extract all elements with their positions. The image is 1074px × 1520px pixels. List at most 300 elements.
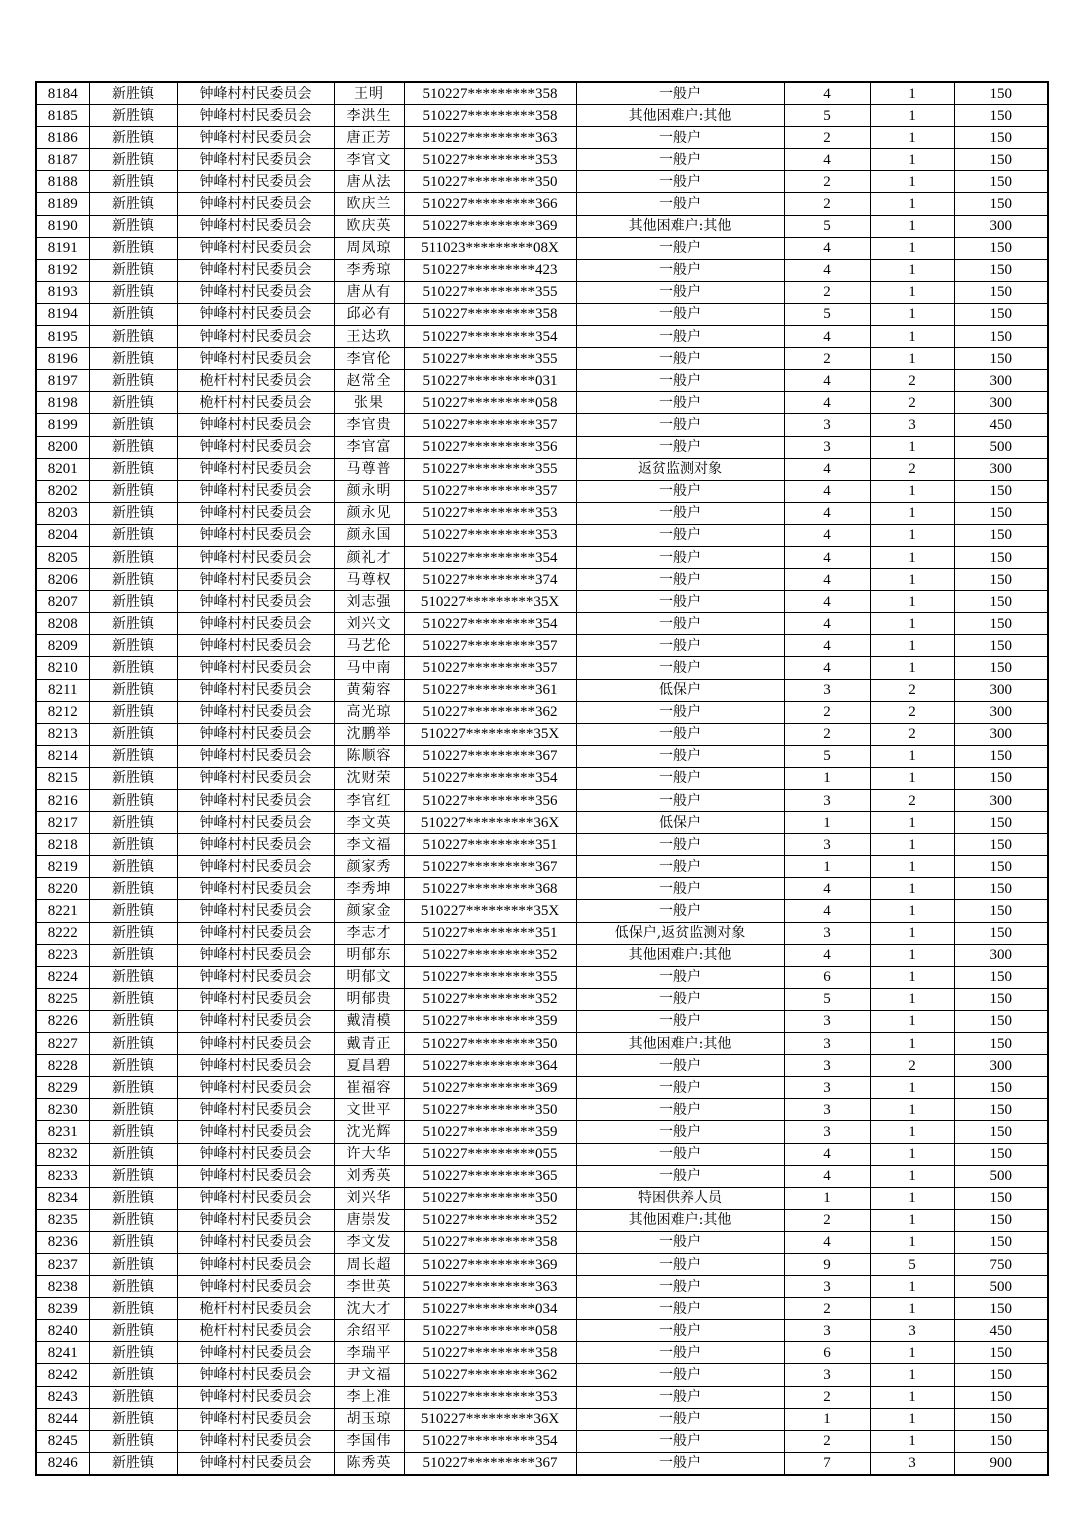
person-name-cell: 李洪生 <box>334 105 404 127</box>
serial-number-cell: 8226 <box>36 1010 89 1032</box>
household-type-cell: 一般户 <box>576 790 784 812</box>
id-number-cell: 510227*********359 <box>404 1010 576 1032</box>
id-number-cell: 510227*********350 <box>404 1033 576 1055</box>
town-cell: 新胜镇 <box>89 790 177 812</box>
village-committee-cell: 钟峰村村民委员会 <box>177 790 334 812</box>
amount-cell: 300 <box>954 944 1048 966</box>
serial-number-cell: 8215 <box>36 767 89 789</box>
household-type-cell: 一般户 <box>576 1386 784 1408</box>
table-row <box>36 1231 1048 1253</box>
person-name-cell: 沈光辉 <box>334 1121 404 1143</box>
household-type-cell: 低保户 <box>576 812 784 834</box>
count-cell: 1 <box>870 900 954 922</box>
count-cell: 1 <box>870 1165 954 1187</box>
table-row <box>36 1320 1048 1342</box>
amount-cell: 900 <box>954 1452 1048 1475</box>
town-cell: 新胜镇 <box>89 326 177 348</box>
town-cell: 新胜镇 <box>89 569 177 591</box>
village-committee-cell: 钟峰村村民委员会 <box>177 812 334 834</box>
table-row <box>36 1298 1048 1320</box>
household-size-cell: 7 <box>784 1452 870 1475</box>
serial-number-cell: 8216 <box>36 790 89 812</box>
town-cell: 新胜镇 <box>89 1320 177 1342</box>
person-name-cell: 邱必有 <box>334 303 404 325</box>
household-size-cell: 3 <box>784 922 870 944</box>
village-committee-cell: 钟峰村村民委员会 <box>177 193 334 215</box>
person-name-cell: 欧庆英 <box>334 215 404 237</box>
serial-number-cell: 8207 <box>36 591 89 613</box>
village-committee-cell: 钟峰村村民委员会 <box>177 613 334 635</box>
household-type-cell: 低保户,返贫监测对象 <box>576 922 784 944</box>
village-committee-cell: 钟峰村村民委员会 <box>177 944 334 966</box>
id-number-cell: 510227*********358 <box>404 1231 576 1253</box>
household-type-cell: 一般户 <box>576 856 784 878</box>
table-row <box>36 1253 1048 1275</box>
serial-number-cell: 8243 <box>36 1386 89 1408</box>
household-type-cell: 一般户 <box>576 414 784 436</box>
person-name-cell: 戴清模 <box>334 1010 404 1032</box>
household-type-cell: 一般户 <box>576 1099 784 1121</box>
town-cell: 新胜镇 <box>89 1010 177 1032</box>
table-row <box>36 1077 1048 1099</box>
household-type-cell: 一般户 <box>576 348 784 370</box>
person-name-cell: 张果 <box>334 392 404 414</box>
household-size-cell: 4 <box>784 546 870 568</box>
id-number-cell: 510227*********357 <box>404 480 576 502</box>
table-row <box>36 723 1048 745</box>
person-name-cell: 刘兴文 <box>334 613 404 635</box>
town-cell: 新胜镇 <box>89 502 177 524</box>
serial-number-cell: 8193 <box>36 281 89 303</box>
village-committee-cell: 钟峰村村民委员会 <box>177 502 334 524</box>
person-name-cell: 陈秀英 <box>334 1452 404 1475</box>
serial-number-cell: 8239 <box>36 1298 89 1320</box>
count-cell: 1 <box>870 812 954 834</box>
count-cell: 1 <box>870 480 954 502</box>
id-number-cell: 510227*********359 <box>404 1121 576 1143</box>
town-cell: 新胜镇 <box>89 591 177 613</box>
household-size-cell: 4 <box>784 635 870 657</box>
person-name-cell: 余绍平 <box>334 1320 404 1342</box>
person-name-cell: 周凤琼 <box>334 237 404 259</box>
town-cell: 新胜镇 <box>89 171 177 193</box>
household-type-cell: 一般户 <box>576 1320 784 1342</box>
town-cell: 新胜镇 <box>89 1408 177 1430</box>
table-row <box>36 657 1048 679</box>
household-size-cell: 2 <box>784 1209 870 1231</box>
id-number-cell: 510227*********362 <box>404 701 576 723</box>
household-size-cell: 5 <box>784 988 870 1010</box>
id-number-cell: 510227*********358 <box>404 1342 576 1364</box>
amount-cell: 150 <box>954 900 1048 922</box>
town-cell: 新胜镇 <box>89 1165 177 1187</box>
household-size-cell: 3 <box>784 436 870 458</box>
id-number-cell: 510227*********369 <box>404 215 576 237</box>
person-name-cell: 唐崇发 <box>334 1209 404 1231</box>
village-committee-cell: 钟峰村村民委员会 <box>177 679 334 701</box>
household-type-cell: 一般户 <box>576 701 784 723</box>
id-number-cell: 510227*********031 <box>404 370 576 392</box>
amount-cell: 450 <box>954 414 1048 436</box>
count-cell: 1 <box>870 1386 954 1408</box>
count-cell: 1 <box>870 1099 954 1121</box>
count-cell: 1 <box>870 1364 954 1386</box>
count-cell: 2 <box>870 701 954 723</box>
village-committee-cell: 钟峰村村民委员会 <box>177 878 334 900</box>
town-cell: 新胜镇 <box>89 458 177 480</box>
serial-number-cell: 8206 <box>36 569 89 591</box>
town-cell: 新胜镇 <box>89 878 177 900</box>
person-name-cell: 刘志强 <box>334 591 404 613</box>
id-number-cell: 510227*********366 <box>404 193 576 215</box>
count-cell: 1 <box>870 105 954 127</box>
town-cell: 新胜镇 <box>89 149 177 171</box>
amount-cell: 150 <box>954 348 1048 370</box>
household-type-cell: 一般户 <box>576 546 784 568</box>
table-row <box>36 1452 1048 1475</box>
household-type-cell: 一般户 <box>576 1055 784 1077</box>
count-cell: 1 <box>870 1231 954 1253</box>
amount-cell: 150 <box>954 171 1048 193</box>
town-cell: 新胜镇 <box>89 546 177 568</box>
person-name-cell: 颜永见 <box>334 502 404 524</box>
town-cell: 新胜镇 <box>89 1231 177 1253</box>
serial-number-cell: 8212 <box>36 701 89 723</box>
serial-number-cell: 8197 <box>36 370 89 392</box>
table-row <box>36 745 1048 767</box>
person-name-cell: 许大华 <box>334 1143 404 1165</box>
id-number-cell: 510227*********058 <box>404 1320 576 1342</box>
town-cell: 新胜镇 <box>89 524 177 546</box>
household-type-cell: 一般户 <box>576 1364 784 1386</box>
id-number-cell: 510227*********353 <box>404 524 576 546</box>
household-type-cell: 一般户 <box>576 502 784 524</box>
town-cell: 新胜镇 <box>89 105 177 127</box>
village-committee-cell: 钟峰村村民委员会 <box>177 1430 334 1452</box>
table-row <box>36 193 1048 215</box>
amount-cell: 150 <box>954 1077 1048 1099</box>
household-size-cell: 2 <box>784 193 870 215</box>
table-row <box>36 82 1048 105</box>
table-row <box>36 944 1048 966</box>
town-cell: 新胜镇 <box>89 1253 177 1275</box>
person-name-cell: 李上准 <box>334 1386 404 1408</box>
town-cell: 新胜镇 <box>89 701 177 723</box>
id-number-cell: 510227*********352 <box>404 988 576 1010</box>
person-name-cell: 唐从有 <box>334 281 404 303</box>
person-name-cell: 欧庆兰 <box>334 193 404 215</box>
person-name-cell: 李志才 <box>334 922 404 944</box>
id-number-cell: 510227*********367 <box>404 856 576 878</box>
household-size-cell: 5 <box>784 215 870 237</box>
town-cell: 新胜镇 <box>89 1364 177 1386</box>
amount-cell: 150 <box>954 193 1048 215</box>
household-type-cell: 一般户 <box>576 149 784 171</box>
village-committee-cell: 钟峰村村民委员会 <box>177 922 334 944</box>
id-number-cell: 510227*********369 <box>404 1077 576 1099</box>
serial-number-cell: 8241 <box>36 1342 89 1364</box>
village-committee-cell: 钟峰村村民委员会 <box>177 82 334 105</box>
town-cell: 新胜镇 <box>89 1452 177 1475</box>
count-cell: 1 <box>870 82 954 105</box>
town-cell: 新胜镇 <box>89 281 177 303</box>
count-cell: 1 <box>870 348 954 370</box>
household-type-cell: 一般户 <box>576 436 784 458</box>
household-size-cell: 2 <box>784 1298 870 1320</box>
amount-cell: 150 <box>954 303 1048 325</box>
id-number-cell: 510227*********352 <box>404 944 576 966</box>
amount-cell: 150 <box>954 281 1048 303</box>
amount-cell: 150 <box>954 237 1048 259</box>
id-number-cell: 510227*********353 <box>404 502 576 524</box>
amount-cell: 150 <box>954 1033 1048 1055</box>
serial-number-cell: 8192 <box>36 259 89 281</box>
household-size-cell: 4 <box>784 878 870 900</box>
household-size-cell: 4 <box>784 458 870 480</box>
serial-number-cell: 8244 <box>36 1408 89 1430</box>
household-type-cell: 一般户 <box>576 591 784 613</box>
id-number-cell: 510227*********353 <box>404 149 576 171</box>
person-name-cell: 沈财荣 <box>334 767 404 789</box>
household-size-cell: 1 <box>784 1408 870 1430</box>
serial-number-cell: 8237 <box>36 1253 89 1275</box>
count-cell: 1 <box>870 856 954 878</box>
id-number-cell: 510227*********350 <box>404 1187 576 1209</box>
id-number-cell: 510227*********354 <box>404 546 576 568</box>
household-type-cell: 一般户 <box>576 1077 784 1099</box>
household-size-cell: 1 <box>784 767 870 789</box>
amount-cell: 300 <box>954 790 1048 812</box>
table-row <box>36 856 1048 878</box>
town-cell: 新胜镇 <box>89 1033 177 1055</box>
household-size-cell: 6 <box>784 966 870 988</box>
id-number-cell: 510227*********363 <box>404 1276 576 1298</box>
serial-number-cell: 8224 <box>36 966 89 988</box>
id-number-cell: 510227*********367 <box>404 745 576 767</box>
amount-cell: 500 <box>954 1165 1048 1187</box>
town-cell: 新胜镇 <box>89 237 177 259</box>
id-number-cell: 510227*********365 <box>404 1165 576 1187</box>
village-committee-cell: 钟峰村村民委员会 <box>177 856 334 878</box>
table-row <box>36 1033 1048 1055</box>
household-type-cell: 一般户 <box>576 1276 784 1298</box>
town-cell: 新胜镇 <box>89 303 177 325</box>
table-row <box>36 1055 1048 1077</box>
village-committee-cell: 钟峰村村民委员会 <box>177 723 334 745</box>
table-row <box>36 834 1048 856</box>
household-type-cell: 一般户 <box>576 392 784 414</box>
serial-number-cell: 8225 <box>36 988 89 1010</box>
town-cell: 新胜镇 <box>89 679 177 701</box>
table-row <box>36 149 1048 171</box>
amount-cell: 300 <box>954 723 1048 745</box>
household-type-cell: 其他困难户:其他 <box>576 215 784 237</box>
id-number-cell: 510227*********362 <box>404 1364 576 1386</box>
serial-number-cell: 8186 <box>36 127 89 149</box>
household-type-cell: 一般户 <box>576 657 784 679</box>
household-size-cell: 4 <box>784 370 870 392</box>
amount-cell: 150 <box>954 1298 1048 1320</box>
count-cell: 1 <box>870 944 954 966</box>
id-number-cell: 510227*********364 <box>404 1055 576 1077</box>
amount-cell: 150 <box>954 502 1048 524</box>
count-cell: 1 <box>870 922 954 944</box>
person-name-cell: 王达玖 <box>334 326 404 348</box>
serial-number-cell: 8222 <box>36 922 89 944</box>
amount-cell: 150 <box>954 635 1048 657</box>
serial-number-cell: 8218 <box>36 834 89 856</box>
amount-cell: 150 <box>954 1364 1048 1386</box>
count-cell: 1 <box>870 524 954 546</box>
household-size-cell: 3 <box>784 1010 870 1032</box>
serial-number-cell: 8219 <box>36 856 89 878</box>
household-type-cell: 特困供养人员 <box>576 1187 784 1209</box>
table-row <box>36 1010 1048 1032</box>
count-cell: 1 <box>870 326 954 348</box>
serial-number-cell: 8208 <box>36 613 89 635</box>
amount-cell: 150 <box>954 922 1048 944</box>
household-type-cell: 一般户 <box>576 370 784 392</box>
town-cell: 新胜镇 <box>89 856 177 878</box>
town-cell: 新胜镇 <box>89 480 177 502</box>
count-cell: 1 <box>870 237 954 259</box>
count-cell: 2 <box>870 458 954 480</box>
household-size-cell: 2 <box>784 281 870 303</box>
person-name-cell: 周长超 <box>334 1253 404 1275</box>
person-name-cell: 文世平 <box>334 1099 404 1121</box>
id-number-cell: 510227*********350 <box>404 171 576 193</box>
amount-cell: 450 <box>954 1320 1048 1342</box>
person-name-cell: 马尊普 <box>334 458 404 480</box>
amount-cell: 150 <box>954 480 1048 502</box>
document-page <box>35 81 1047 1476</box>
household-size-cell: 3 <box>784 679 870 701</box>
amount-cell: 150 <box>954 546 1048 568</box>
town-cell: 新胜镇 <box>89 1143 177 1165</box>
serial-number-cell: 8187 <box>36 149 89 171</box>
count-cell: 1 <box>870 436 954 458</box>
household-type-cell: 一般户 <box>576 988 784 1010</box>
count-cell: 1 <box>870 127 954 149</box>
id-number-cell: 510227*********034 <box>404 1298 576 1320</box>
household-size-cell: 4 <box>784 1143 870 1165</box>
household-size-cell: 3 <box>784 1276 870 1298</box>
id-number-cell: 510227*********350 <box>404 1099 576 1121</box>
village-committee-cell: 钟峰村村民委员会 <box>177 281 334 303</box>
household-size-cell: 4 <box>784 259 870 281</box>
household-size-cell: 1 <box>784 1187 870 1209</box>
serial-number-cell: 8227 <box>36 1033 89 1055</box>
village-committee-cell: 钟峰村村民委员会 <box>177 524 334 546</box>
id-number-cell: 510227*********356 <box>404 790 576 812</box>
household-type-cell: 一般户 <box>576 1165 784 1187</box>
person-name-cell: 明郁贵 <box>334 988 404 1010</box>
person-name-cell: 李秀坤 <box>334 878 404 900</box>
count-cell: 1 <box>870 502 954 524</box>
table-row <box>36 1408 1048 1430</box>
amount-cell: 500 <box>954 436 1048 458</box>
person-name-cell: 李官文 <box>334 149 404 171</box>
serial-number-cell: 8230 <box>36 1099 89 1121</box>
household-type-cell: 一般户 <box>576 1298 784 1320</box>
village-committee-cell: 钟峰村村民委员会 <box>177 966 334 988</box>
serial-number-cell: 8190 <box>36 215 89 237</box>
count-cell: 2 <box>870 370 954 392</box>
amount-cell: 150 <box>954 834 1048 856</box>
amount-cell: 150 <box>954 259 1048 281</box>
amount-cell: 150 <box>954 1121 1048 1143</box>
village-committee-cell: 桅杆村村民委员会 <box>177 392 334 414</box>
amount-cell: 150 <box>954 1143 1048 1165</box>
table-row <box>36 480 1048 502</box>
id-number-cell: 510227*********35X <box>404 591 576 613</box>
household-type-cell: 一般户 <box>576 900 784 922</box>
household-type-cell: 一般户 <box>576 303 784 325</box>
village-committee-cell: 钟峰村村民委员会 <box>177 900 334 922</box>
count-cell: 1 <box>870 834 954 856</box>
serial-number-cell: 8194 <box>36 303 89 325</box>
household-type-cell: 一般户 <box>576 1231 784 1253</box>
person-name-cell: 马艺伦 <box>334 635 404 657</box>
table-row <box>36 569 1048 591</box>
town-cell: 新胜镇 <box>89 745 177 767</box>
village-committee-cell: 钟峰村村民委员会 <box>177 546 334 568</box>
village-committee-cell: 钟峰村村民委员会 <box>177 988 334 1010</box>
count-cell: 1 <box>870 1121 954 1143</box>
town-cell: 新胜镇 <box>89 127 177 149</box>
person-name-cell: 李官富 <box>334 436 404 458</box>
id-number-cell: 510227*********358 <box>404 82 576 105</box>
household-size-cell: 2 <box>784 723 870 745</box>
serial-number-cell: 8196 <box>36 348 89 370</box>
household-size-cell: 4 <box>784 237 870 259</box>
person-name-cell: 戴青正 <box>334 1033 404 1055</box>
household-type-cell: 一般户 <box>576 127 784 149</box>
person-name-cell: 李官伦 <box>334 348 404 370</box>
count-cell: 1 <box>870 303 954 325</box>
table-row <box>36 1342 1048 1364</box>
count-cell: 2 <box>870 723 954 745</box>
table-row <box>36 1364 1048 1386</box>
person-name-cell: 颜永明 <box>334 480 404 502</box>
village-committee-cell: 钟峰村村民委员会 <box>177 1408 334 1430</box>
village-committee-cell: 钟峰村村民委员会 <box>177 480 334 502</box>
table-row <box>36 1165 1048 1187</box>
count-cell: 2 <box>870 1055 954 1077</box>
serial-number-cell: 8201 <box>36 458 89 480</box>
household-size-cell: 4 <box>784 82 870 105</box>
id-number-cell: 510227*********354 <box>404 1430 576 1452</box>
town-cell: 新胜镇 <box>89 259 177 281</box>
serial-number-cell: 8238 <box>36 1276 89 1298</box>
count-cell: 1 <box>870 657 954 679</box>
id-number-cell: 510227*********423 <box>404 259 576 281</box>
village-committee-cell: 钟峰村村民委员会 <box>177 1253 334 1275</box>
serial-number-cell: 8189 <box>36 193 89 215</box>
town-cell: 新胜镇 <box>89 1187 177 1209</box>
amount-cell: 150 <box>954 569 1048 591</box>
town-cell: 新胜镇 <box>89 834 177 856</box>
count-cell: 1 <box>870 1143 954 1165</box>
village-committee-cell: 钟峰村村民委员会 <box>177 259 334 281</box>
town-cell: 新胜镇 <box>89 966 177 988</box>
person-name-cell: 高光琼 <box>334 701 404 723</box>
person-name-cell: 夏昌碧 <box>334 1055 404 1077</box>
amount-cell: 150 <box>954 1187 1048 1209</box>
village-committee-cell: 钟峰村村民委员会 <box>177 436 334 458</box>
household-size-cell: 5 <box>784 105 870 127</box>
amount-cell: 150 <box>954 745 1048 767</box>
